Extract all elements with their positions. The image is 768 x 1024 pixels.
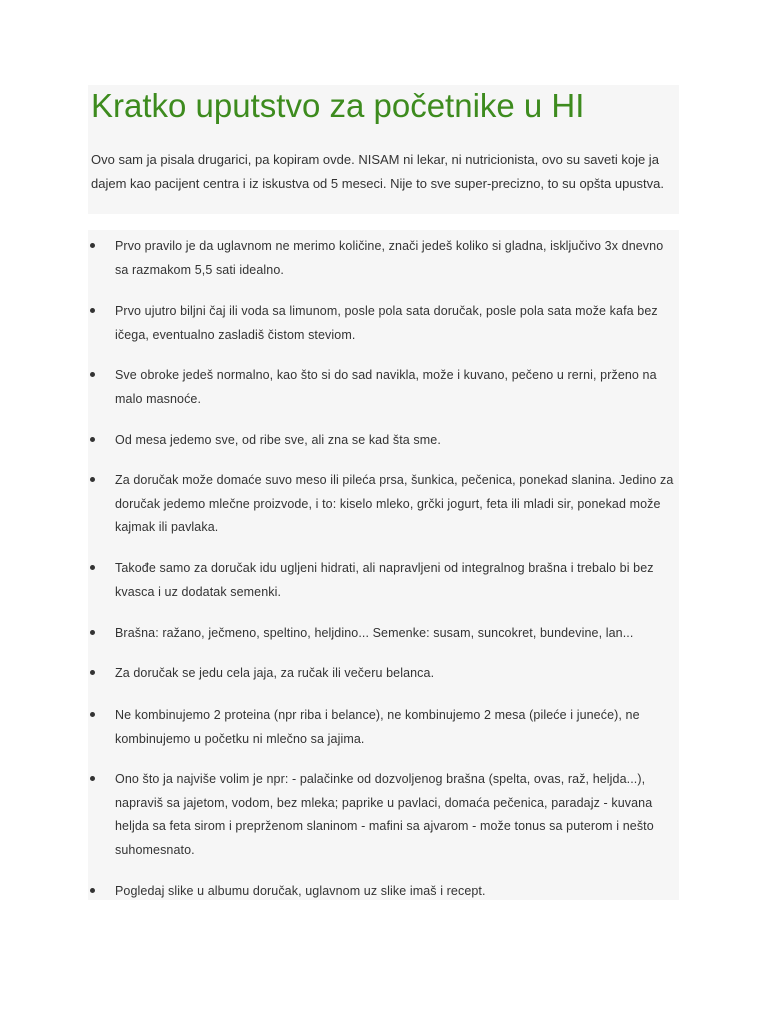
list-item-text: Od mesa jedemo sve, od ribe sve, ali zna se kad šta sme.	[115, 433, 441, 447]
list-item-text: Prvo ujutro biljni čaj ili voda sa limunom, posle pola sata doručak, posle pola sata može kafa bez ičega, eventualno zasladiš čistom steviom.	[115, 304, 658, 342]
list-item	[0, 768, 768, 857]
list-item-text: Za doručak može domaće suvo meso ili pileća prsa, šunkica, pečenica, ponekad slanina. Jedino za doručak jedemo mlečne proizvode, i to: kiselo mleko, grčki jogurt, feta ili mladi sir, ponekad može kajmak ili pavlaka.	[115, 473, 674, 534]
bullet-icon	[90, 630, 95, 635]
bullet-icon	[90, 308, 95, 313]
list-item-text: Sve obroke jedeš normalno, kao što si do sad navikla, može i kuvano, pečeno u rerni, prženo na malo masnoće.	[115, 368, 657, 406]
bullet-icon	[90, 437, 95, 442]
list-item-text: Takođe samo za doručak idu ugljeni hidrati, ali napravljeni od integralnog brašna i trebalo bi bez kvasca i uz dodatak semenki.	[115, 561, 654, 599]
list-item-text: Brašna: ražano, ječmeno, speltino, heljdino... Semenke: susam, suncokret, bundevine, lan...	[115, 626, 634, 640]
list-item	[0, 469, 768, 549]
list-item-text: Pogledaj slike u albumu doručak, uglavnom uz slike imaš i recept.	[115, 884, 486, 898]
list-item-text: Ono što ja najviše volim je npr: - palačinke od dozvoljenog brašna (spelta, ovas, raž, heljda...), napraviš sa jajetom, vodom, bez mleka; paprike u pavlaci, domaća pečenica, paradajz - kuvana heljda sa feta sirom i preprženom slaninom - mafini sa ajvarom - može tonus sa puterom i nešto suhomesnato.	[115, 772, 654, 857]
bullet-icon	[90, 888, 95, 893]
list-item-text: Prvo pravilo je da uglavnom ne merimo količine, znači jedeš koliko si gladna, isključivo 3x dnevno sa razmakom 5,5 sati idealno.	[115, 239, 664, 277]
bullet-icon	[90, 670, 95, 675]
list-item-text: Ne kombinujemo 2 proteina (npr riba i belance), ne kombinujemo 2 mesa (pileće i juneće), ne kombinujemo u početku ni mlečno sa jajima.	[115, 708, 640, 746]
page-title: Kratko uputstvo za početnike u HI	[91, 87, 585, 124]
bullet-icon	[90, 477, 95, 482]
list-item-text: Za doručak se jedu cela jaja, za ručak ili večeru belanca.	[115, 666, 435, 680]
bullet-icon	[90, 372, 95, 377]
bullet-icon	[90, 243, 95, 248]
intro-paragraph: Ovo sam ja pisala drugarici, pa kopiram ovde. NISAM ni lekar, ni nutricionista, ovo su saveti koje ja dajem kao pacijent centra i iz iskustva od 5 meseci. Nije to sve super-precizno, to su opšta upustva.	[91, 152, 665, 191]
bullet-icon	[90, 565, 95, 570]
list-item	[0, 880, 768, 960]
bullet-icon	[90, 712, 95, 717]
bullet-icon	[90, 776, 95, 781]
